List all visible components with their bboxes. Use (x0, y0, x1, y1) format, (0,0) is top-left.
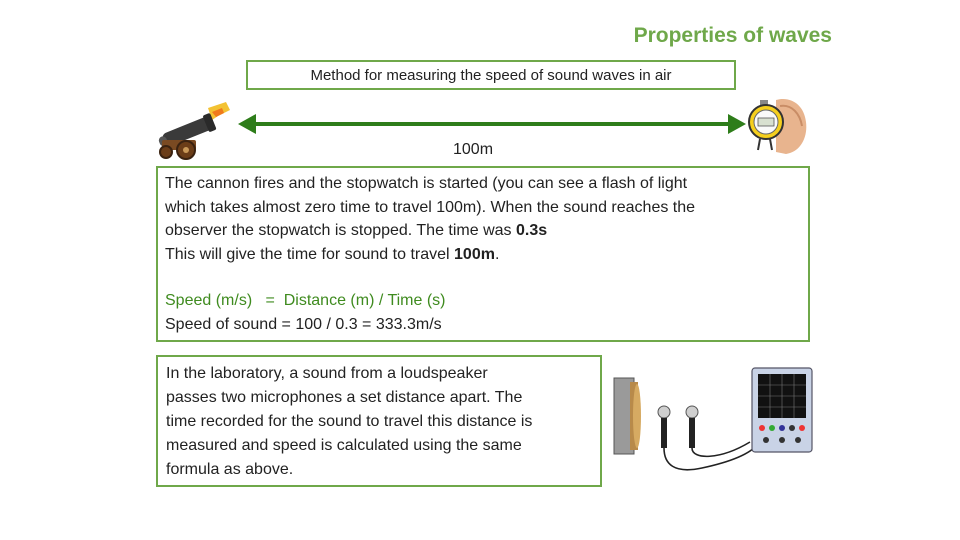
info-line (165, 219, 801, 243)
info-line: which takes almost zero time to travel 100m). When the sound reaches the (165, 198, 696, 216)
lab-line: measured and speed is calculated using the same (166, 437, 522, 454)
cannon-method-text (156, 166, 810, 342)
lab-line: passes two microphones a set distance apart. The (166, 389, 523, 406)
laboratory-method-text (156, 355, 602, 487)
lab-line: formula as above. (166, 461, 294, 478)
stopwatch-icon (746, 94, 810, 156)
time-value: 0.3s (516, 222, 548, 239)
cannon-icon (152, 100, 232, 162)
microphone-icon (658, 406, 698, 448)
speed-formula: Speed (m/s) = Distance (m) / Time (s) (165, 292, 446, 309)
slide-title: Properties of waves (633, 24, 832, 47)
lab-apparatus (610, 364, 816, 480)
loudspeaker-icon (614, 378, 641, 454)
lab-line: In the laboratory, a sound from a loudspeaker (166, 365, 488, 382)
method-heading-box (246, 60, 736, 90)
oscilloscope-icon (752, 368, 812, 452)
info-text: This will give the time for sound to travel (165, 245, 455, 263)
info-line: The cannon fires and the stopwatch is started (you can see a flash of light (165, 175, 688, 192)
info-text: observer the stopwatch is stopped. The time was (165, 222, 516, 239)
info-text: . (494, 245, 500, 263)
method-heading: Method for measuring the speed of sound waves in air (310, 66, 672, 84)
distance-label: 100m (453, 141, 494, 158)
distance-value: 100m (454, 245, 495, 263)
info-line (165, 243, 801, 267)
double-arrow (236, 112, 748, 136)
speed-calculation: Speed of sound = 100 / 0.3 = 333.3m/s (165, 315, 442, 333)
lab-line: time recorded for the sound to travel this distance is (166, 413, 533, 430)
